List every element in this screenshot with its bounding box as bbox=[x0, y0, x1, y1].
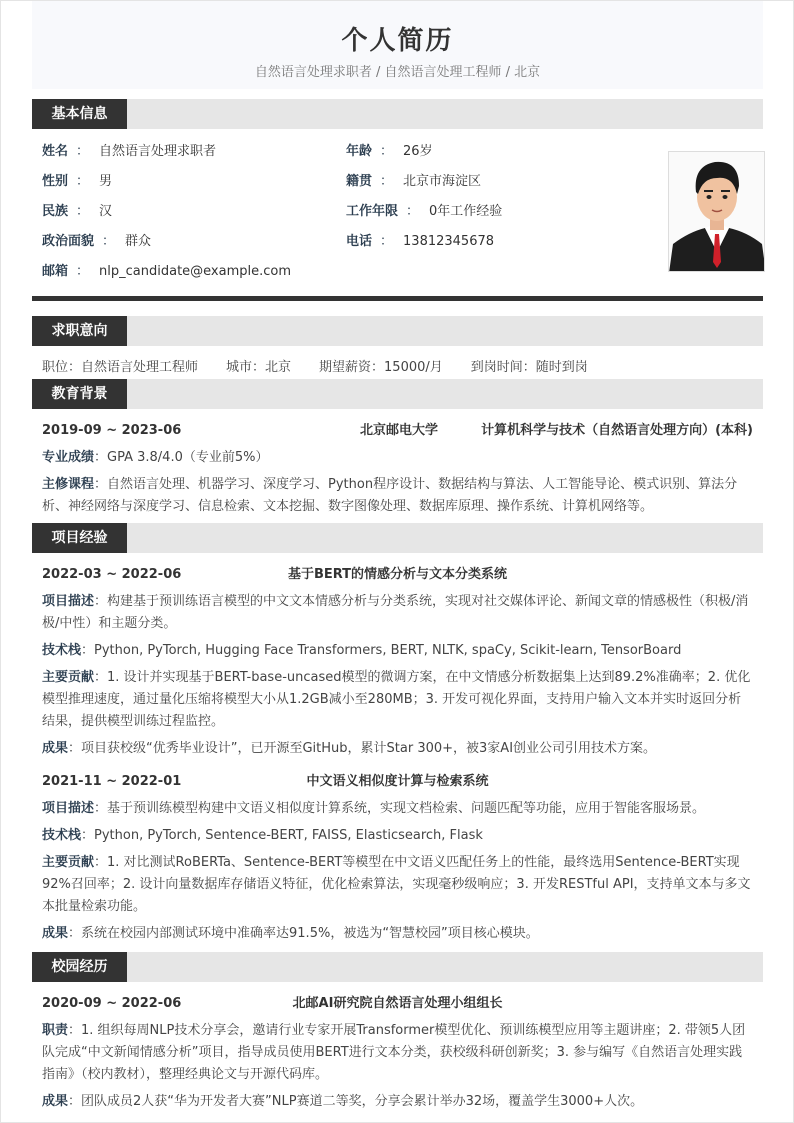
info-email: 邮箱 ： nlp_candidate@example.com bbox=[42, 264, 292, 279]
section-education bbox=[32, 379, 763, 409]
info-ethnicity: 民族 ： 汉 bbox=[42, 204, 113, 219]
info-age: 年龄 ： 26岁 bbox=[346, 144, 433, 159]
intent-arrival: 到岗时间：随时到岗 bbox=[470, 360, 588, 375]
info-name: 姓名 ： 自然语言处理求职者 bbox=[42, 144, 217, 159]
section-title: 校园经历 bbox=[32, 952, 127, 982]
project-result: 成果：项目获校级“优秀毕业设计”，已开源至GitHub，累计Star 300+，被3家AI创业公司引用技术方案。 bbox=[42, 741, 657, 756]
section-campus bbox=[32, 952, 763, 982]
project-tech: 技术栈：Python, PyTorch, Sentence-BERT, FAISS, Elasticsearch, Flask bbox=[42, 828, 483, 843]
education-school: 北京邮电大学 bbox=[360, 423, 439, 438]
education-grade: 专业成绩：GPA 3.8/4.0（专业前5%） bbox=[42, 450, 269, 465]
campus-result: 成果：团队成员2人获“华为开发者大赛”NLP赛道二等奖，分享会累计举办32场，覆盖学生3000+人次。 bbox=[42, 1094, 644, 1109]
project-title: 基于BERT的情感分析与文本分类系统 bbox=[287, 567, 508, 582]
intent-salary: 期望薪资：15000/月 bbox=[319, 360, 443, 375]
job-intent-row bbox=[32, 357, 763, 379]
project-desc: 项目描述：基于预训练模型构建中文语义相似度计算系统，实现文档检索、问题匹配等功能，应用于智能客服场景。 bbox=[42, 801, 706, 816]
info-phone: 电话 ： 13812345678 bbox=[346, 234, 495, 249]
project-result: 成果：系统在校园内部测试环境中准确率达91.5%，被选为“智慧校园”项目核心模块。 bbox=[42, 926, 539, 941]
project-title: 中文语义相似度计算与检索系统 bbox=[306, 774, 489, 789]
info-politics: 政治面貌 ： 群众 bbox=[42, 234, 152, 249]
project-item bbox=[42, 564, 753, 760]
education-date: 2019-09 ~ 2023-06 bbox=[42, 423, 182, 438]
project-header bbox=[42, 564, 753, 586]
profile-photo bbox=[668, 151, 765, 272]
project-contrib: 主要贡献：1. 对比测试RoBERTa、Sentence-BERT等模型在中文语义匹配任务上的性能，最终选用Sentence-BERT实现92%召回率；2. 设计向量数据库存储语义特征，优化检索算法，实现毫秒级响应；3. 开发RESTful API，支持单文本与多文本批量检索功能。 bbox=[42, 855, 751, 914]
project-tech: 技术栈：Python, PyTorch, Hugging Face Transformers, BERT, NLTK, spaCy, Scikit-learn, TensorBoard bbox=[42, 643, 682, 658]
section-job-intent bbox=[32, 316, 763, 346]
section-title: 求职意向 bbox=[32, 316, 127, 346]
campus-duty: 职责：1. 组织每周NLP技术分享会，邀请行业专家开展Transformer模型优化、预训练模型应用等主题讲座；2. 带领5人团队完成“中文新闻情感分析”项目，指导成员使用BERT进行文本分类，获校级科研创新奖；3. 参与编写《自然语言处理实践指南》（校内教材），整理经典论文与开源代码库。 bbox=[42, 1023, 746, 1082]
project-desc: 项目描述：构建基于预训练语言模型的中文文本情感分析与分类系统，实现对社交媒体评论、新闻文章的情感极性（积极/消极/中性）和主题分类。 bbox=[42, 594, 749, 631]
resume-header bbox=[32, 1, 763, 89]
project-date: 2021-11 ~ 2022-01 bbox=[42, 774, 182, 789]
education-content bbox=[32, 420, 763, 518]
section-projects bbox=[32, 523, 763, 553]
section-title: 项目经验 bbox=[32, 523, 127, 553]
education-courses: 主修课程：自然语言处理、机器学习、深度学习、Python程序设计、数据结构与算法、人工智能导论、模式识别、算法分析、神经网络与深度学习、信息检索、文本挖掘、数字图像处理、数据库原理、操作系统、计算机网络等。 bbox=[42, 477, 738, 514]
education-major: 计算机科学与技术（自然语言处理方向）(本科) bbox=[481, 423, 753, 438]
resume-subtitle: 自然语言处理求职者 / 自然语言处理工程师 / 北京 bbox=[254, 65, 541, 80]
project-header bbox=[42, 771, 753, 793]
resume-title: 个人简历 bbox=[341, 26, 454, 56]
section-title: 基本信息 bbox=[32, 99, 127, 129]
info-gender: 性别 ： 男 bbox=[42, 174, 113, 189]
campus-content bbox=[32, 993, 763, 1113]
education-row bbox=[42, 420, 753, 442]
intent-city: 城市：北京 bbox=[226, 360, 292, 375]
project-item bbox=[42, 771, 753, 945]
basic-info bbox=[32, 137, 763, 287]
campus-header bbox=[42, 993, 753, 1015]
section-basic-info bbox=[32, 99, 763, 129]
campus-title: 北邮AI研究院自然语言处理小组组长 bbox=[292, 996, 503, 1011]
section-title: 教育背景 bbox=[32, 379, 127, 409]
campus-date: 2020-09 ~ 2022-06 bbox=[42, 996, 182, 1011]
projects-content bbox=[32, 564, 763, 945]
info-origin: 籍贯 ： 北京市海淀区 bbox=[346, 174, 482, 189]
project-contrib: 主要贡献：1. 设计并实现基于BERT-base-uncased模型的微调方案，在中文情感分析数据集上达到89.2%准确率；2. 优化模型推理速度，通过量化压缩将模型大小从1.2GB减小至280MB；3. 开发可视化界面，支持用户输入文本并实时返回分析结果，提供模型训练过程监控。 bbox=[42, 670, 751, 729]
divider bbox=[32, 296, 763, 301]
info-work-years: 工作年限 ： 0年工作经验 bbox=[346, 204, 503, 219]
intent-position: 职位：自然语言处理工程师 bbox=[42, 360, 199, 375]
project-date: 2022-03 ~ 2022-06 bbox=[42, 567, 182, 582]
